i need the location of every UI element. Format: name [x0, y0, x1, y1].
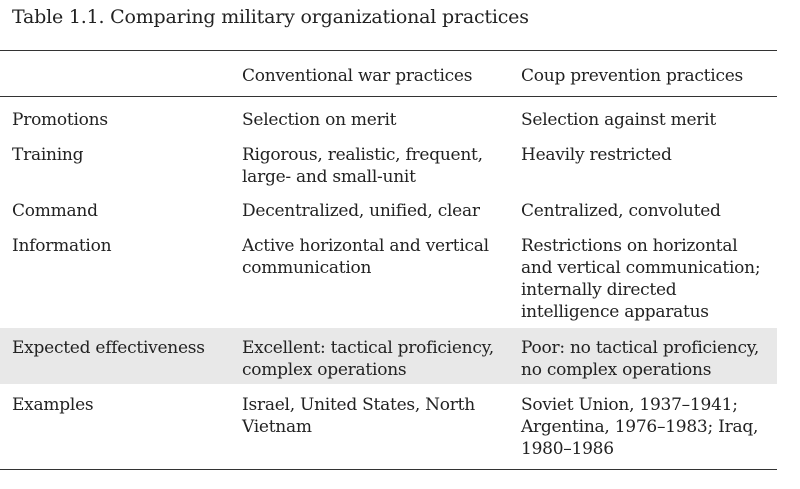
header-coup-prevention: Coup prevention practices: [521, 66, 744, 86]
row-label-training: Training: [12, 145, 84, 165]
row-conventional-expected-effectiveness: Excellent: tactical proficiency, complex operations: [242, 338, 494, 380]
row-conventional-examples: Israel, United States, North Vietnam: [242, 395, 475, 437]
row-conventional-command: Decentralized, unified, clear: [242, 201, 480, 221]
row-coup-promotions: Selection against merit: [521, 110, 716, 130]
top-rule: [0, 50, 777, 51]
row-label-information: Information: [12, 236, 112, 256]
table-caption: Table 1.1. Comparing military organizational practices: [12, 6, 529, 28]
row-label-expected-effectiveness: Expected effectiveness: [12, 338, 205, 358]
row-conventional-training: Rigorous, realistic, frequent, large- and small-unit: [242, 145, 483, 187]
row-coup-command: Centralized, convoluted: [521, 201, 721, 221]
row-conventional-information: Active horizontal and vertical communication: [242, 236, 489, 278]
row-coup-training: Heavily restricted: [521, 145, 672, 165]
row-label-command: Command: [12, 201, 98, 221]
row-conventional-promotions: Selection on merit: [242, 110, 397, 130]
row-coup-examples: Soviet Union, 1937–1941; Argentina, 1976–1983; Iraq, 1980–1986: [521, 395, 759, 459]
row-coup-expected-effectiveness: Poor: no tactical proficiency, no complex operations: [521, 338, 760, 380]
row-coup-information: Restrictions on horizontal and vertical communication; internally directed intelligence apparatus: [521, 236, 761, 322]
row-label-examples: Examples: [12, 395, 94, 415]
row-label-promotions: Promotions: [12, 110, 108, 130]
header-rule: [0, 96, 777, 97]
header-conventional: Conventional war practices: [242, 66, 473, 86]
bottom-rule: [0, 469, 777, 470]
